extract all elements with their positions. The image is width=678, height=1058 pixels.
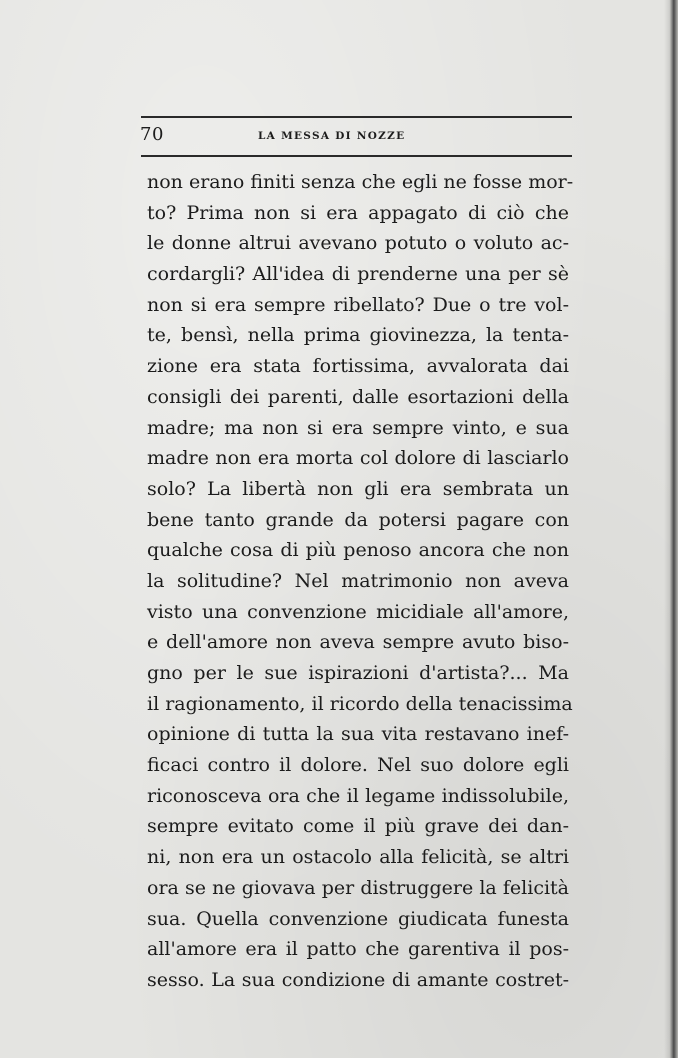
text-line: opinione di tutta la sua vita restavano inef- [147, 723, 569, 746]
text-line: all'amore era il patto che garentiva il pos- [147, 938, 569, 961]
text-line: sesso. La sua condizione di amante costret- [147, 968, 569, 991]
text-line: sempre evitato come il più grave dei dan- [147, 815, 569, 838]
text-line: il ragionamento, il ricordo della tenacissima [147, 692, 573, 715]
text-line: qualche cosa di più penoso ancora che non [147, 539, 569, 562]
text-line: non erano finiti senza che egli ne fosse mor- [147, 171, 574, 193]
page-edge-shadow [664, 0, 678, 1058]
text-line: visto una convenzione micidiale all'amore, [147, 600, 569, 623]
header-rule-bottom [141, 155, 572, 157]
text-line: sua. Quella convenzione giudicata funesta [147, 907, 569, 930]
text-line: to? Prima non si era appagato di ciò che [147, 201, 569, 224]
text-line: ora se ne giovava per distruggere la felicità [147, 876, 569, 899]
running-title: LA MESSA DI NOZZE [258, 130, 406, 142]
text-line: consigli dei parenti, dalle esortazioni della [147, 385, 569, 408]
header-rule-top [141, 116, 572, 118]
text-line: riconosceva ora che il legame indissolubile, [147, 784, 569, 807]
text-line: le donne altrui avevano potuto o voluto ac- [147, 232, 569, 255]
text-line: ni, non era un ostacolo alla felicità, se altri [147, 846, 569, 869]
text-line: la solitudine? Nel matrimonio non aveva [147, 569, 569, 592]
text-line: madre non era morta col dolore di lasciarlo [147, 447, 569, 470]
text-line: gno per le sue ispirazioni d'artista?... Ma [147, 662, 569, 684]
page-number: 70 [140, 124, 164, 145]
body-text [147, 167, 574, 996]
text-line: te, bensì, nella prima giovinezza, la tenta- [147, 324, 569, 347]
text-line: e dell'amore non aveva sempre avuto biso- [147, 631, 569, 654]
text-line: non si era sempre ribellato? Due o tre vol- [147, 293, 569, 316]
text-line: madre; ma non si era sempre vinto, e sua [147, 416, 569, 439]
text-line: zione era stata fortissima, avvalorata dai [147, 355, 569, 378]
text-line: cordargli? All'idea di prenderne una per sè [147, 263, 569, 286]
text-line: bene tanto grande da potersi pagare con [147, 508, 569, 531]
text-line: ficaci contro il dolore. Nel suo dolore egli [147, 754, 569, 777]
text-line: solo? La libertà non gli era sembrata un [147, 477, 569, 500]
